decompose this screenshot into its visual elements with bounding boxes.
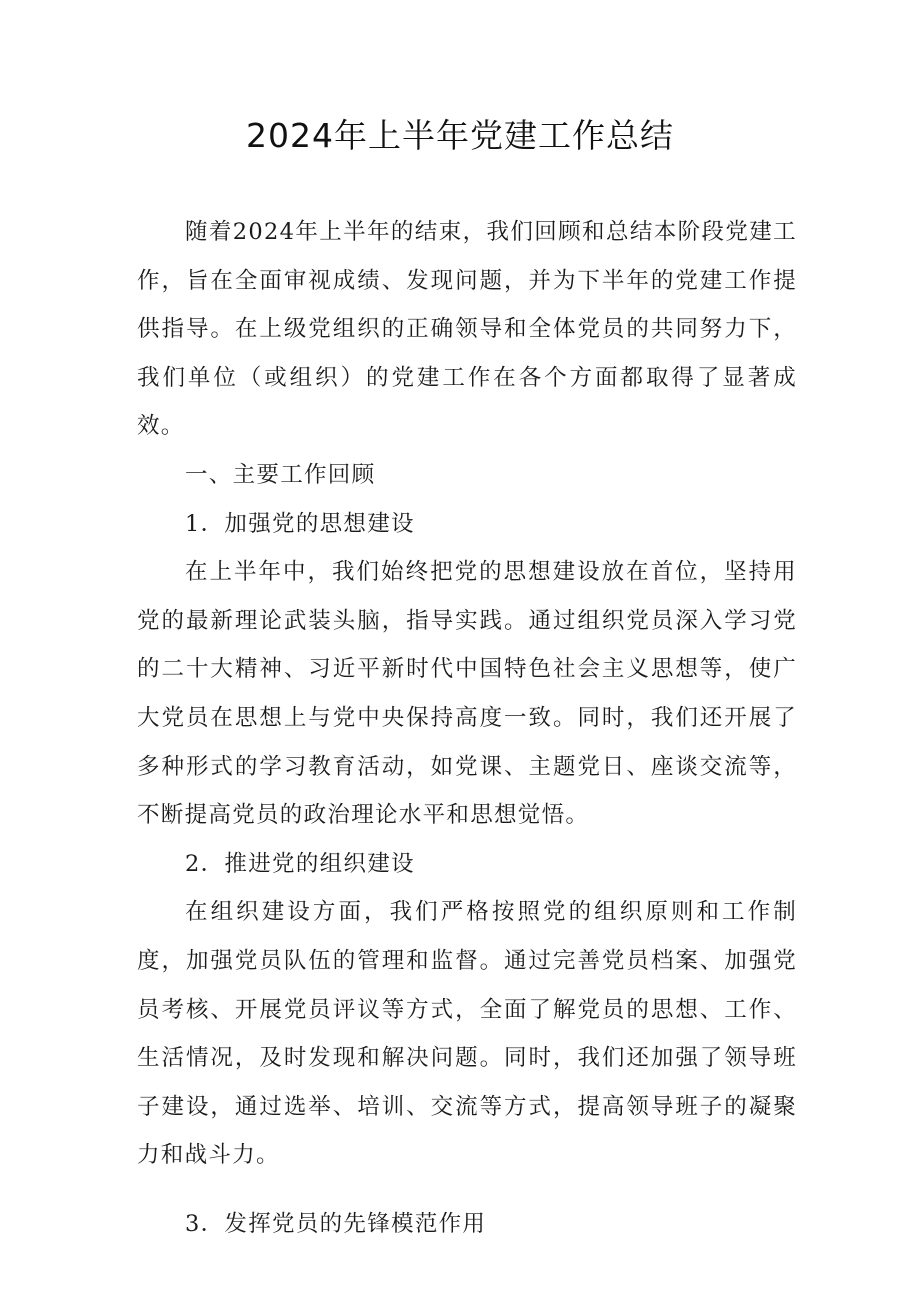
document-body (137, 208, 797, 1248)
section-heading-main-review: 一、主要工作回顾 (185, 461, 376, 488)
item-paragraph-organizational: 在组织建设方面，我们严格按照党的组织原则和工作制度，加强党员队伍的管理和监督。通过完善党员档案、加强党员考核、开展党员评议等方式，全面了解党员的思想、工作、生活情况，及时发现和解决问题。同时，我们还加强了领导班子建设，通过选举、培训、交流等方式，提高领导班子的凝聚力和战斗力。 (137, 899, 797, 1169)
intro-paragraph: 随着2024年上半年的结束，我们回顾和总结本阶段党建工作，旨在全面审视成绩、发现问题，并为下半年的党建工作提供指导。在上级党组织的正确领导和全体党员的共同努力下，我们单位（或组织）的党建工作在各个方面都取得了显著成效。 (137, 219, 797, 440)
document-title: 2024年上半年党建工作总结 (246, 116, 674, 155)
item-heading-ideological: 1．加强党的思想建设 (185, 510, 415, 537)
item-paragraph-ideological: 在上半年中，我们始终把党的思想建设放在首位，坚持用党的最新理论武装头脑，指导实践。通过组织党员深入学习党的二十大精神、习近平新时代中国特色社会主义思想等，使广大党员在思想上与党中央保持高度一致。同时，我们还开展了多种形式的学习教育活动，如党课、主题党日、座谈交流等，不断提高党员的政治理论水平和思想觉悟。 (137, 559, 797, 829)
item-heading-organizational: 2．推进党的组织建设 (185, 850, 415, 877)
item-heading-vanguard: 3．发挥党员的先锋模范作用 (185, 1210, 487, 1237)
